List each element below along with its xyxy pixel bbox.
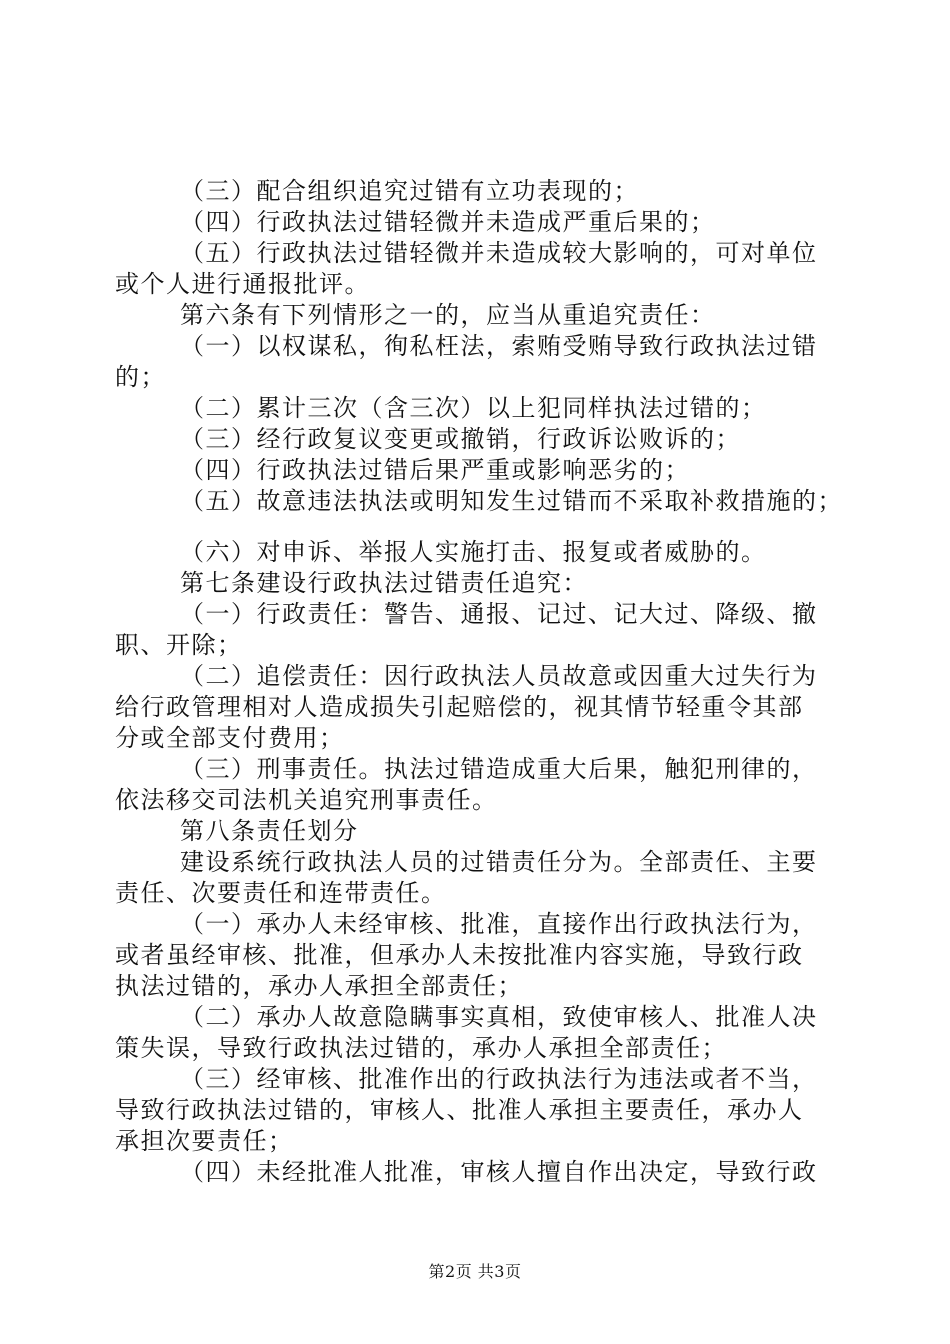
text-line: （三）刑事责任。执法过错造成重大后果，触犯刑律的， [180, 755, 818, 783]
text-line: 责任、次要责任和连带责任。 [115, 879, 447, 907]
text-line: 策失误，导致行政执法过错的，承办人承担全部责任； [115, 1034, 727, 1062]
text-line: （四）未经批准人批准，审核人擅自作出决定，导致行政 [180, 1158, 818, 1186]
text-line: 给行政管理相对人造成损失引起赔偿的，视其情节轻重令其部 [115, 693, 804, 721]
text-line: （三）经行政复议变更或撤销，行政诉讼败诉的； [180, 425, 741, 453]
text-line: 或个人进行通报批评。 [115, 270, 370, 298]
text-line: （三）经审核、批准作出的行政执法行为违法或者不当， [180, 1065, 818, 1093]
page-number-footer: 第2页 共3页 [428, 1262, 522, 1281]
text-line: 导致行政执法过错的，审核人、批准人承担主要责任，承办人 [115, 1096, 804, 1124]
text-line: 承担次要责任； [115, 1127, 294, 1155]
text-line: 依法移交司法机关追究刑事责任。 [115, 786, 498, 814]
text-line: 职、开除； [115, 631, 243, 659]
text-line: （三）配合组织追究过错有立功表现的； [180, 177, 639, 205]
text-line: （五）故意违法执法或明知发生过错而不采取补救措施的； [180, 487, 843, 515]
text-line: 的； [115, 363, 166, 391]
text-line: （四）行政执法过错轻微并未造成严重后果的； [180, 208, 716, 236]
text-line: 建设系统行政执法人员的过错责任分为。全部责任、主要 [180, 848, 818, 876]
text-line: （一）行政责任：警告、通报、记过、记大过、降级、撤 [180, 600, 818, 628]
text-line: 或者虽经审核、批准，但承办人未按批准内容实施，导致行政 [115, 941, 804, 969]
text-line: （二）承办人故意隐瞒事实真相，致使审核人、批准人决 [180, 1003, 818, 1031]
text-line: 执法过错的，承办人承担全部责任； [115, 972, 523, 1000]
text-line: 第八条责任划分 [180, 817, 359, 845]
text-line: 第六条有下列情形之一的，应当从重追究责任： [180, 301, 716, 329]
text-line: （四）行政执法过错后果严重或影响恶劣的； [180, 456, 690, 484]
text-line: （一）承办人未经审核、批准，直接作出行政执法行为， [180, 910, 818, 938]
text-line: （一）以权谋私，徇私枉法，索贿受贿导致行政执法过错 [180, 332, 818, 360]
text-line: 分或全部支付费用； [115, 724, 345, 752]
text-line: （二）追偿责任：因行政执法人员故意或因重大过失行为 [180, 662, 818, 690]
text-line: （六）对申诉、举报人实施打击、报复或者威胁的。 [180, 538, 767, 566]
text-line: （二）累计三次（含三次）以上犯同样执法过错的； [180, 394, 767, 422]
text-line: 第七条建设行政执法过错责任追究： [180, 569, 588, 597]
text-line: （五）行政执法过错轻微并未造成较大影响的，可对单位 [180, 239, 818, 267]
